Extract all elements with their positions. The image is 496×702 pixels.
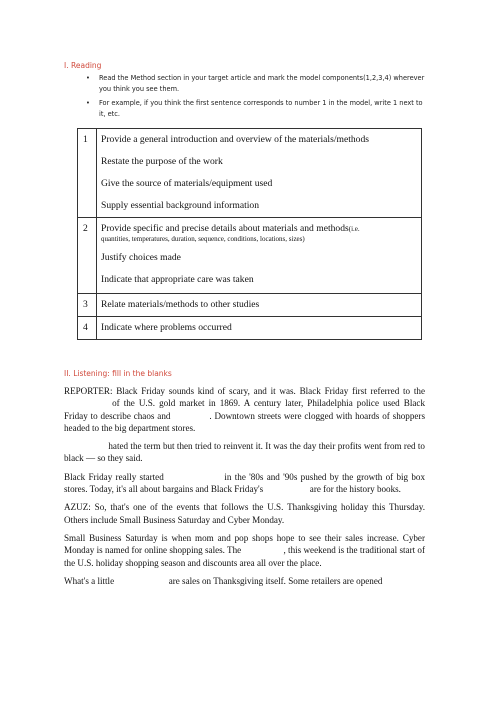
transcript-paragraph [64, 501, 425, 526]
listening-transcript [64, 385, 425, 593]
component-description [97, 294, 422, 317]
transcript-text: are sales on Thanksgiving itself. Some retailers are opened [168, 575, 383, 586]
component-line: Restate the purpose of the work [101, 156, 223, 167]
component-line-main: Provide specific and precise details about materials and methods [101, 223, 349, 234]
reading-heading: I. Reading [64, 61, 102, 70]
transcript-text: hated the term but then tried to reinvent it. It was the day their profits went from red to black — so they said. [64, 441, 425, 464]
model-components-table [77, 128, 422, 340]
transcript-text: of the U.S. gold market in 1869. A century later, Philadelphia police used Black Friday to describe chaos and [64, 398, 425, 421]
transcript-text: REPORTER: Black Friday sounds kind of scary, and it was. Black Friday first referred to the [64, 386, 425, 396]
component-number: 3 [78, 294, 97, 317]
listening-heading: II. Listening: fill in the blanks [64, 369, 172, 378]
transcript-text: are for the history books. [309, 484, 401, 495]
instruction-text: For example, if you think the first sentence corresponds to number 1 in the model, write 1 next to it, etc. [99, 99, 423, 118]
transcript-text: , this weekend is the traditional start of the U.S. holiday shopping season and discounts area all over the place. [64, 545, 425, 568]
transcript-text: Small Business Saturday is when mom and pop shops hope to see their sales increase. Cyber Monday is named for online shopping sales. The [64, 532, 425, 556]
bullet-icon: • [86, 74, 90, 82]
component-line: Give the source of materials/equipment used [101, 178, 273, 189]
component-description [97, 317, 422, 340]
component-description [97, 218, 422, 294]
component-number: 1 [78, 129, 97, 218]
component-line: Provide a general introduction and overview of the materials/methods [101, 134, 370, 145]
instruction-item [86, 98, 431, 119]
component-line: Justify choices made [101, 252, 181, 263]
component-line: Indicate where problems occurred [101, 322, 232, 333]
component-line-aside: (i.e. [348, 225, 360, 233]
table-row [78, 317, 422, 340]
transcript-paragraph [64, 575, 425, 587]
component-number: 2 [78, 218, 97, 294]
component-description [97, 129, 422, 218]
transcript-paragraph [64, 440, 425, 465]
instruction-text: Read the Method section in your target article and mark the model components(1,2,3,4) wherever you think you see them. [99, 74, 425, 93]
component-number: 4 [78, 317, 97, 340]
component-line: Indicate that appropriate care was taken [101, 274, 254, 285]
component-line-details: quantities, temperatures, duration, sequence, conditions, locations, sizes) [101, 235, 305, 243]
table-row [78, 294, 422, 317]
bullet-icon: • [86, 99, 90, 108]
transcript-paragraph [64, 532, 425, 569]
reading-instructions [86, 73, 431, 123]
transcript-text: What's a little [64, 575, 115, 586]
component-line [101, 223, 416, 234]
transcript-text: Black Friday really started [64, 471, 164, 482]
transcript-text: in the '80s and '90s pushed by the growth of big box stores. Today, it's all about bargains and Black Friday's [64, 471, 425, 495]
instruction-item [86, 73, 431, 94]
transcript-paragraph [64, 385, 425, 434]
table-row [78, 218, 422, 294]
transcript-paragraph [64, 471, 425, 496]
transcript-text: AZUZ: So, that's one of the events that follows the U.S. Thanksgiving holiday this Thursday. Others include Small Business Saturday and Cyber Monday. [64, 502, 425, 525]
transcript-text: . Downtown streets were clogged with hoards of shoppers headed to the big department stores. [64, 410, 425, 433]
component-line: Supply essential background information [101, 200, 260, 211]
table-row [78, 129, 422, 218]
component-line: Relate materials/methods to other studies [101, 299, 260, 310]
